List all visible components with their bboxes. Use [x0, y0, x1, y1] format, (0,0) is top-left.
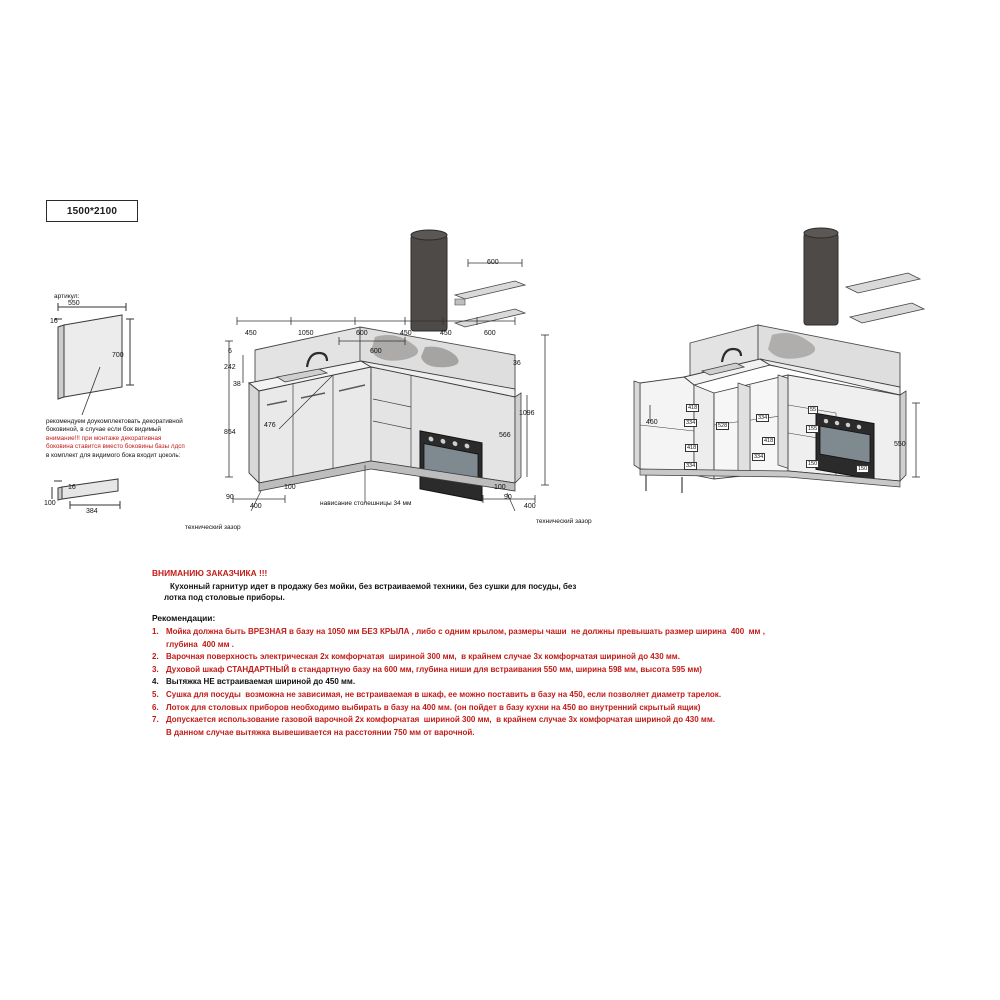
rec-num: 6.	[152, 702, 159, 712]
side-panel-note	[46, 418, 226, 460]
dim-panel-height: 700	[112, 352, 124, 359]
dim-right-566: 566	[499, 432, 511, 439]
rec-text: Вытяжка НЕ встраиваемая шириной до 450 мм.	[166, 677, 356, 687]
recommendation-item	[152, 689, 872, 702]
inner-label-55: 55	[810, 407, 817, 413]
dim-panel-thickness: 16	[50, 318, 58, 325]
note-line-4: боковина ставится вместо боковины базы лдсп	[46, 443, 185, 451]
dim-top-2: 1050	[298, 330, 314, 337]
dim-hood-600: 600	[487, 259, 499, 266]
dim-top-4: 450	[400, 330, 412, 337]
recommendation-item	[152, 714, 872, 739]
dim-bottom-400r: 400	[524, 503, 536, 510]
note-line-2: боковиной, в случае если бок видимый	[46, 426, 162, 434]
inner-label-334c: 334	[758, 415, 768, 421]
recommendation-item	[152, 626, 872, 651]
dim-plinth-height: 100	[44, 500, 56, 507]
dim-right-height: 550	[894, 441, 906, 448]
dim-bottom-90l: 90	[226, 494, 234, 501]
attention-line-1: Кухонный гарнитур идет в продажу без мойки, без встраиваемой техники, без сушки для посуды, без	[170, 582, 577, 591]
dim-right-1096: 1096	[519, 410, 535, 417]
title-box-label: 1500*2100	[66, 205, 118, 217]
dim-right-36: 36	[513, 360, 521, 367]
dim-plinth-width: 384	[86, 508, 98, 515]
dim-left-6: 6	[228, 348, 232, 355]
side-panel-drawing	[40, 295, 230, 510]
inner-label-150b: 150	[858, 466, 868, 472]
inner-label-418b: 418	[687, 445, 697, 451]
recommendation-item	[152, 664, 872, 677]
rec-text: Допускается использование газовой варочной 2х комфорчатая шириной 300 мм, в крайнем случае 3х комфорчатая шириной до 430 мм.	[166, 715, 715, 725]
inner-label-150a: 150	[808, 461, 818, 467]
inner-label-334d: 334	[754, 454, 764, 460]
inner-label-528: 528	[718, 423, 728, 429]
recommendation-item	[152, 676, 872, 689]
dim-left-476: 476	[264, 422, 276, 429]
inner-label-418a: 418	[688, 405, 698, 411]
rec-num: 7.	[152, 715, 159, 725]
rec-num: 3.	[152, 664, 159, 674]
label-tech-gap-right: технический зазор	[536, 518, 592, 525]
title-box	[46, 200, 138, 222]
recommendations-heading: Рекомендации:	[152, 613, 216, 623]
note-line-5: в комплект для видимого бока входит цоколь:	[46, 451, 181, 459]
dim-panel-width: 550	[68, 300, 80, 307]
dim-top-1: 450	[245, 330, 257, 337]
dim-right-depth: 460	[646, 419, 658, 426]
dim-left-242: 242	[224, 364, 236, 371]
dim-bottom-90r: 90	[504, 494, 512, 501]
recommendation-item	[152, 651, 872, 664]
dim-top-5: 450	[440, 330, 452, 337]
inner-label-334a: 334	[686, 420, 696, 426]
attention-block	[152, 568, 852, 603]
rec-text: Лоток для столовых приборов необходимо выбирать в базу на 400 мм. (он пойдет в базу кухни на 450 во внутренний скрытый ящик)	[166, 702, 701, 712]
recommendations-list	[152, 626, 872, 739]
note-line-3: внимание!!! при монтаже декоративная	[46, 434, 162, 442]
attention-line-2: лотка под столовые приборы.	[164, 593, 285, 602]
dim-bottom-100r: 100	[494, 484, 506, 491]
dim-mid-600: 600	[370, 348, 382, 355]
article-label: артикул:	[54, 293, 80, 300]
rec-text: Мойка должна быть ВРЕЗНАЯ в базу на 1050 мм БЕЗ КРЫЛА , либо с одним крылом, размеры чаши не должны превышать размер ширина 400 мм ,	[166, 627, 765, 636]
dim-top-3: 600	[356, 330, 368, 337]
center-kitchen-drawing	[215, 215, 605, 525]
dim-top-6: 600	[484, 330, 496, 337]
rec-num: 1.	[152, 627, 159, 636]
rec-num: 2.	[152, 652, 159, 662]
right-kitchen-drawing	[610, 225, 940, 515]
inner-label-418c: 418	[764, 438, 774, 444]
dim-left-854: 854	[224, 429, 236, 436]
dim-plinth-thickness: 16	[68, 484, 76, 491]
dim-bottom-100l: 100	[284, 484, 296, 491]
rec-text: Варочная поверхность электрическая 2х комфорчатая шириной 300 мм, в крайнем случае 3х комфорчатая шириной до 430 мм.	[166, 652, 680, 662]
recommendation-item	[152, 702, 872, 715]
inner-label-155: 155	[808, 426, 818, 432]
attention-heading: ВНИМАНИЮ ЗАКАЗЧИКА !!!	[152, 568, 268, 578]
rec-num: 5.	[152, 689, 159, 699]
dim-left-38: 38	[233, 381, 241, 388]
rec-num: 4.	[152, 677, 159, 687]
rec-text: Сушка для посуды возможна не зависимая, не встраиваемая в шкаф, ее можно поставить в базу на 450, если позволяет диаметр тарелок.	[166, 689, 722, 699]
rec-cont: В данном случае вытяжка вывешивается на расстоянии 750 мм от варочной.	[166, 727, 475, 737]
rec-text: Духовой шкаф СТАНДАРТНЫЙ в стандартную базу на 600 мм, глубина ниши для встраивания 550 мм, ширина 598 мм, высота 595 мм)	[166, 664, 702, 674]
rec-cont: глубина 400 мм .	[166, 639, 234, 649]
label-tech-gap-left: технический зазор	[185, 524, 241, 531]
dim-bottom-400l: 400	[250, 503, 262, 510]
label-overhang: нависание столешницы 34 мм	[320, 500, 412, 507]
inner-label-334b: 334	[686, 463, 696, 469]
recommendations-block	[152, 613, 872, 739]
note-line-1: рекомендуем доукомплектовать декоративной	[46, 418, 183, 425]
